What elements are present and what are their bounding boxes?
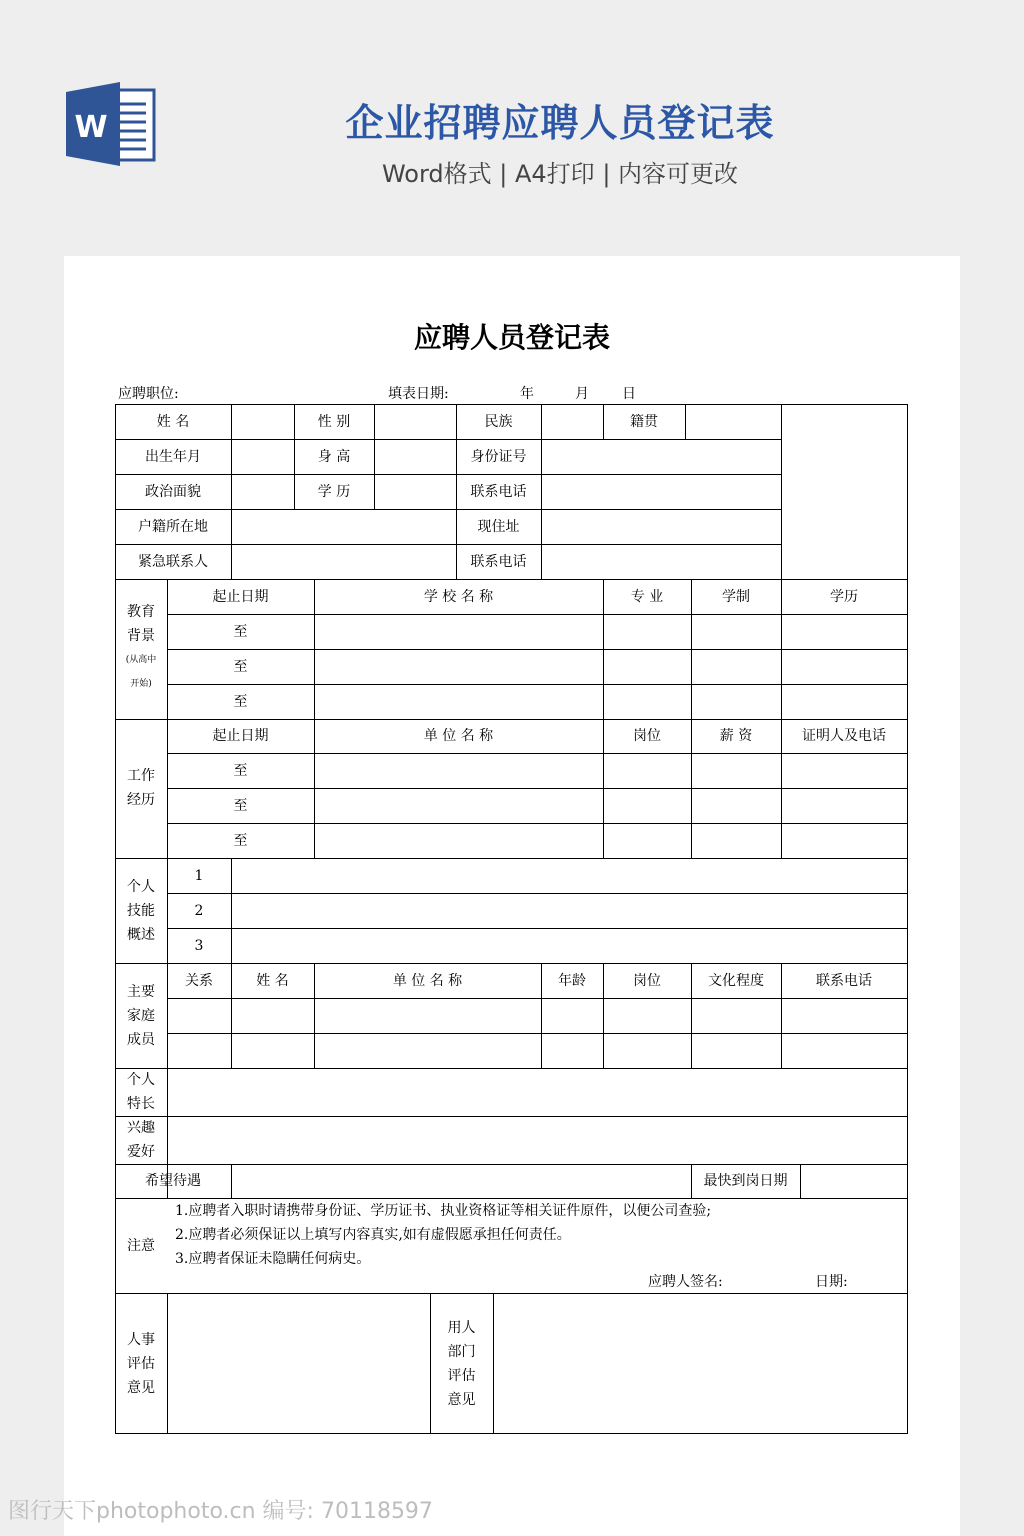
skill-number-3: 3 [194,937,204,954]
dept-label-2: 部门 [447,1344,476,1360]
table-border [115,858,908,859]
table-border [167,928,908,929]
skill-number-1: 1 [194,867,204,884]
family-header-age: 年龄 [558,972,586,989]
family-label-2: 家庭 [127,1008,155,1024]
work-header-salary: 薪 资 [719,728,753,744]
hr-label-2: 评估 [127,1356,155,1372]
work-to-3: 至 [233,832,248,849]
gender-label: 性 别 [317,413,351,430]
work-header-position: 岗位 [633,728,661,744]
table-border [231,858,232,963]
hr-label-1: 人事 [127,1332,155,1348]
edu-note-2: 开始) [130,679,152,689]
page-header [0,0,1024,256]
family-label-3: 成员 [127,1032,155,1048]
edu-label-1: 教育 [127,604,155,620]
skills-label-3: 概述 [127,927,155,943]
table-border [115,1198,908,1199]
page-subtitle: Word格式 | A4打印 | 内容可更改 [381,160,739,188]
family-header-relation: 关系 [185,972,213,989]
table-border [167,1293,168,1433]
position-label: 应聘职位: [118,386,179,402]
edu-header-degree: 学历 [830,588,858,605]
table-border [800,1164,801,1198]
table-border [167,893,908,894]
edu-header-school: 学 校 名 称 [423,588,494,605]
education-label: 学 历 [317,483,351,500]
edu-label-2: 背景 [127,628,155,644]
table-border [115,1068,908,1069]
table-border [115,1433,908,1434]
address-label: 现住址 [477,518,520,535]
signature-date-label: 日期: [815,1274,848,1290]
registration-form [115,404,908,1434]
skill-number-2: 2 [194,902,204,919]
emergency-phone-label: 联系电话 [470,553,527,570]
work-label-1: 工作 [127,768,155,784]
native-place-label: 籍贯 [630,413,658,430]
household-label: 户籍所在地 [138,518,208,535]
edu-header-major: 专 业 [630,588,664,605]
notice-line-3: 3.应聘者保证未隐瞒任何病史。 [175,1251,371,1267]
dept-label-4: 意见 [447,1392,476,1408]
work-to-1: 至 [233,762,248,779]
earliest-start-label: 最快到岗日期 [703,1173,788,1189]
birth-label: 出生年月 [145,448,201,465]
phone-label: 联系电话 [470,483,527,500]
id-number-label: 身份证号 [470,448,527,465]
family-header-phone: 联系电话 [816,972,872,989]
watermark: 图行天下photophoto.cn 编号: 70118597 [8,1499,433,1524]
height-label: 身 高 [317,448,351,465]
day-label: 日 [622,386,636,402]
table-border [231,404,232,579]
emergency-contact-label: 紧急联系人 [138,553,208,570]
table-border [493,1293,494,1433]
work-label-2: 经历 [127,792,155,808]
family-label-1: 主要 [127,984,155,1000]
family-header-position: 岗位 [633,972,661,989]
month-label: 月 [575,386,589,402]
edu-header-date: 起止日期 [212,588,269,605]
hr-label-3: 意见 [127,1380,155,1396]
skills-label-1: 个人 [127,879,155,895]
edu-header-duration: 学制 [722,588,750,605]
word-icon [64,82,156,166]
notice-label: 注意 [127,1237,155,1254]
work-to-2: 至 [233,797,248,814]
table-border [231,1164,232,1198]
logo-letter: W [74,110,108,145]
edu-to-3: 至 [233,693,248,710]
document-title: 应聘人员登记表 [413,321,610,354]
work-header-company: 单 位 名 称 [423,728,494,744]
notice-line-2: 2.应聘者必须保证以上填写内容真实,如有虚假愿承担任何责任。 [175,1227,571,1243]
edu-to-1: 至 [233,623,248,640]
table-border [115,1116,908,1117]
specialty-label-2: 特长 [127,1096,155,1112]
table-border [167,1033,908,1034]
table-border [541,404,542,579]
table-border [907,404,908,1434]
name-label: 姓 名 [156,413,190,430]
family-header-company: 单 位 名 称 [392,972,463,989]
table-border [781,404,782,579]
family-header-education: 文化程度 [708,972,764,989]
dept-label-1: 用人 [447,1320,476,1336]
notice-line-1: 1.应聘者入职时请携带身份证、学历证书、执业资格证等相关证件原件，以便公司查验; [175,1203,712,1219]
date-label: 填表日期: [388,386,449,402]
skills-label-2: 技能 [127,903,155,919]
hobby-label-2: 爱好 [127,1144,155,1160]
specialty-label-1: 个人 [127,1072,155,1088]
signature-label: 应聘人签名: [648,1274,723,1290]
table-border [374,404,375,509]
table-border [685,404,686,439]
page-title: 企业招聘应聘人员登记表 [345,101,775,145]
table-border [167,998,908,999]
ethnicity-label: 民族 [484,413,513,430]
hobby-label-1: 兴趣 [127,1120,155,1136]
expected-salary-label: 希望待遇 [145,1173,201,1189]
dept-label-3: 评估 [447,1368,476,1384]
work-header-date: 起止日期 [212,728,269,744]
year-label: 年 [520,386,534,402]
edu-note-1: (从高中 [125,655,157,665]
table-border [115,1293,908,1294]
edu-to-2: 至 [233,658,248,675]
work-header-reference: 证明人及电话 [802,728,886,744]
family-header-name: 姓 名 [256,972,289,989]
politics-label: 政治面貌 [145,483,201,500]
